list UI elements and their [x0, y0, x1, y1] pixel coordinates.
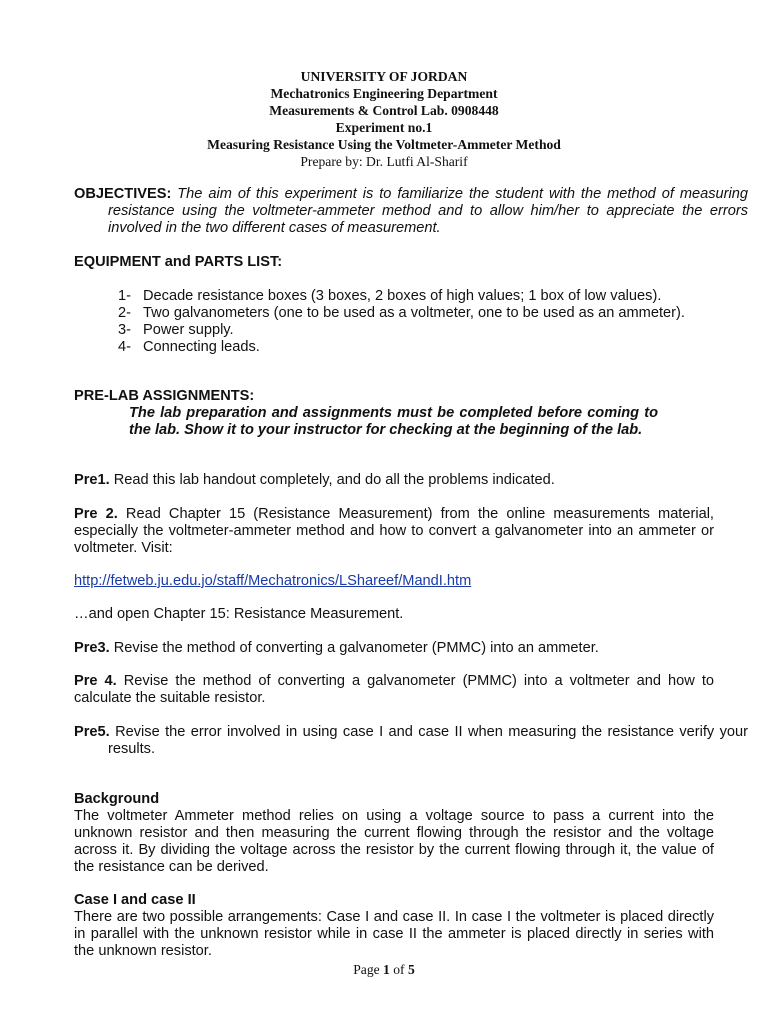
document-header [0, 68, 768, 170]
lab-name: Measurements & Control Lab. 0908448 [269, 103, 499, 118]
objectives-text: The aim of this experiment is to familiarize the student with the method of measuring resistance using the voltmeter-ammeter method and to allow him/her to appreciate the errors involved in the two different cases of measurement. [108, 186, 748, 236]
prepared-by: Prepare by: Dr. Lutfi Al-Sharif [300, 154, 468, 169]
list-item: 2- Two galvanometers (one to be used as a voltmeter, one to be used as an ammeter). [118, 305, 685, 321]
experiment-number: Experiment no.1 [335, 120, 433, 135]
open-chapter-text: …and open Chapter 15: Resistance Measurement. [74, 606, 404, 622]
page-footer: Page 1 of 5 [353, 962, 415, 977]
objectives-label: OBJECTIVES: [74, 186, 172, 202]
pre4-paragraph: Pre 4. Revise the method of converting a galvanometer (PMMC) into a voltmeter and how to calculate the suitable resistor. [74, 673, 714, 706]
list-item: 4- Connecting leads. [118, 339, 260, 355]
cases-text: There are two possible arrangements: Case I and case II. In case I the voltmeter is placed directly in parallel with the unknown resistor while in case II the ammeter is placed directly in series with the unknown resistor. [74, 909, 714, 959]
prelab-heading: PRE-LAB ASSIGNMENTS: [74, 388, 255, 404]
objectives-section [74, 186, 748, 237]
background-text: The voltmeter Ammeter method relies on using a voltage source to pass a current into the unknown resistor and then measuring the current flowing through the resistor and the voltage across it. By dividing the voltage across the resistor by the current flowing through it, the value of the resistance can be derived. [74, 808, 714, 875]
pre1-paragraph: Pre1. Read this lab handout completely, and do all the problems indicated. [74, 472, 555, 488]
cases-heading: Case I and case II [74, 892, 196, 908]
department-name: Mechatronics Engineering Department [270, 86, 498, 101]
page-number: 1 [383, 962, 390, 977]
equipment-list [74, 288, 714, 356]
chapter-link[interactable]: http://fetweb.ju.edu.jo/staff/Mechatronics/LShareef/MandI.htm [74, 573, 472, 589]
pre3-paragraph: Pre3. Revise the method of converting a galvanometer (PMMC) into an ammeter. [74, 640, 599, 656]
pre2-paragraph: Pre 2. Read Chapter 15 (Resistance Measurement) from the online measurements material, especially the voltmeter-ammeter method and how to convert a galvanometer into an ammeter or voltmeter. Visit: [74, 506, 714, 556]
list-item: 1- Decade resistance boxes (3 boxes, 2 boxes of high values; 1 box of low values). [118, 288, 662, 304]
prelab-note-wrap [74, 405, 714, 439]
list-item: 3- Power supply. [118, 322, 234, 338]
pre5-paragraph: Pre5. Revise the error involved in using case I and case II when measuring the resistance verify your results. [74, 724, 748, 757]
chapter-link-wrap [74, 573, 714, 590]
prelab-note: The lab preparation and assignments must be completed before coming to the lab. Show it to your instructor for checking at the beginning of the lab. [129, 405, 658, 438]
equipment-heading: EQUIPMENT and PARTS LIST: [74, 254, 283, 270]
university-name: UNIVERSITY OF JORDAN [300, 69, 468, 84]
page-total: 5 [407, 962, 415, 977]
background-heading: Background [74, 791, 160, 807]
experiment-title: Measuring Resistance Using the Voltmeter-Ammeter Method [207, 137, 561, 152]
